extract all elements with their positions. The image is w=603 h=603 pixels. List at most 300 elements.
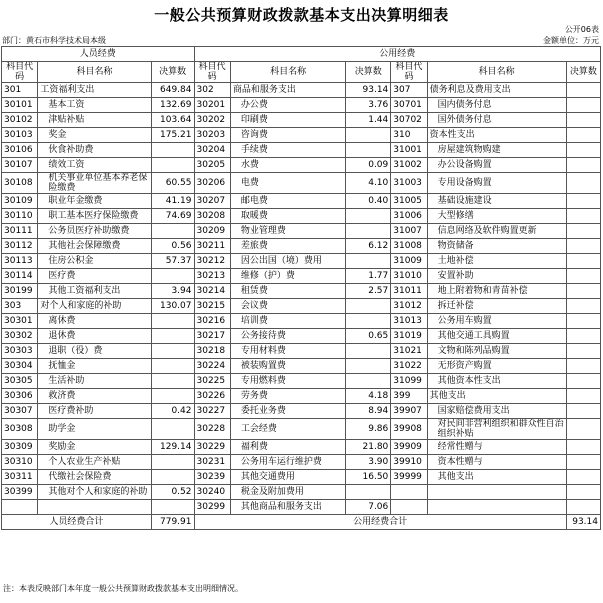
code-cell: 30304 [2, 359, 38, 374]
code-cell: 31013 [391, 314, 427, 329]
code-cell: 30201 [194, 98, 230, 113]
name-cell: 水费 [230, 158, 346, 173]
amount-cell: 74.69 [151, 209, 194, 224]
amount-cell [566, 284, 600, 299]
code-cell: 31001 [391, 143, 427, 158]
name-cell: 经常性赠与 [427, 440, 566, 455]
amount-cell [151, 269, 194, 284]
name-cell: 抚恤金 [38, 359, 151, 374]
code-cell: 30107 [2, 158, 38, 173]
amount-cell: 6.12 [346, 239, 391, 254]
amount-cell [151, 419, 194, 440]
code-cell: 399 [391, 389, 427, 404]
name-cell [427, 485, 566, 500]
amount-cell [566, 209, 600, 224]
name-cell: 因公出国（境）费用 [230, 254, 346, 269]
department-label: 部门：黄石市科学技术局本级 [2, 36, 106, 45]
amount-cell [151, 374, 194, 389]
code-cell: 30213 [194, 269, 230, 284]
name-cell: 办公设备购置 [427, 158, 566, 173]
code-cell: 30214 [194, 284, 230, 299]
code-cell [2, 500, 38, 515]
name-cell: 退职（役）费 [38, 344, 151, 359]
code-cell: 39909 [391, 440, 427, 455]
table-row [2, 344, 601, 359]
name-cell: 税金及附加费用 [230, 485, 346, 500]
name-cell: 其他对个人和家庭的补助 [38, 485, 151, 500]
name-cell: 安置补助 [427, 269, 566, 284]
amount-cell [566, 158, 600, 173]
table-row [2, 143, 601, 158]
table-row [2, 470, 601, 485]
code-header: 科目代码 [391, 62, 427, 83]
name-cell: 咨询费 [230, 128, 346, 143]
table-row [2, 113, 601, 128]
name-cell: 基础设施建设 [427, 194, 566, 209]
name-cell: 工会经费 [230, 419, 346, 440]
code-cell: 30211 [194, 239, 230, 254]
name-cell: 拆迁补偿 [427, 299, 566, 314]
table-row [2, 128, 601, 143]
code-cell: 30306 [2, 389, 38, 404]
amount-cell: 1.77 [346, 269, 391, 284]
name-cell: 津贴补贴 [38, 113, 151, 128]
code-cell: 31009 [391, 254, 427, 269]
name-cell: 医疗费补助 [38, 404, 151, 419]
code-cell: 30227 [194, 404, 230, 419]
amount-cell: 103.64 [151, 113, 194, 128]
name-cell: 会议费 [230, 299, 346, 314]
table-row [2, 440, 601, 455]
name-cell: 奖金 [38, 128, 151, 143]
name-cell: 职业年金缴费 [38, 194, 151, 209]
code-cell: 30205 [194, 158, 230, 173]
name-cell: 对个人和家庭的补助 [38, 299, 151, 314]
amount-cell [346, 224, 391, 239]
public-total-label: 公用经费合计 [194, 515, 566, 530]
code-cell: 30239 [194, 470, 230, 485]
code-cell: 30103 [2, 128, 38, 143]
name-cell: 其他资本性支出 [427, 374, 566, 389]
code-cell: 31099 [391, 374, 427, 389]
name-cell: 办公费 [230, 98, 346, 113]
code-cell: 30204 [194, 143, 230, 158]
personnel-total-value: 779.91 [151, 515, 194, 530]
code-cell: 302 [194, 83, 230, 98]
amount-cell: 3.94 [151, 284, 194, 299]
name-cell: 其他工资福利支出 [38, 284, 151, 299]
code-cell: 30206 [194, 173, 230, 194]
name-cell: 专用燃料费 [230, 374, 346, 389]
public-total-value: 93.14 [566, 515, 600, 530]
name-cell: 国外债务付息 [427, 113, 566, 128]
code-cell: 30231 [194, 455, 230, 470]
amount-unit-label: 金额单位：万元 [543, 36, 599, 45]
code-cell: 30305 [2, 374, 38, 389]
name-cell: 文物和陈列品购置 [427, 344, 566, 359]
name-cell: 公务员医疗补助缴费 [38, 224, 151, 239]
amount-cell [566, 239, 600, 254]
name-cell: 住房公积金 [38, 254, 151, 269]
amount-cell: 0.65 [346, 329, 391, 344]
name-cell: 大型修缮 [427, 209, 566, 224]
table-row [2, 83, 601, 98]
amount-cell [151, 329, 194, 344]
page-title: 一般公共预算财政拨款基本支出决算明细表 [154, 6, 449, 24]
code-cell: 30212 [194, 254, 230, 269]
name-cell: 对民间非营利组织和群众性自治组织补贴 [427, 419, 566, 440]
name-cell: 无形资产购置 [427, 359, 566, 374]
code-cell: 30228 [194, 419, 230, 440]
code-cell: 30113 [2, 254, 38, 269]
code-cell: 30218 [194, 344, 230, 359]
amount-cell [566, 299, 600, 314]
name-cell: 机关事业单位基本养老保险缴费 [38, 173, 151, 194]
code-cell: 30301 [2, 314, 38, 329]
code-cell: 30224 [194, 359, 230, 374]
amount-cell: 8.94 [346, 404, 391, 419]
amount-cell: 3.90 [346, 455, 391, 470]
amount-cell [566, 143, 600, 158]
table-row [2, 500, 601, 515]
table-row [2, 389, 601, 404]
table-row [2, 158, 601, 173]
amount-cell [566, 269, 600, 284]
code-cell: 31022 [391, 359, 427, 374]
amount-cell [566, 389, 600, 404]
table-row [2, 173, 601, 194]
name-cell: 电费 [230, 173, 346, 194]
amount-cell [566, 455, 600, 470]
public-header: 公用经费 [194, 47, 601, 62]
table-row [2, 98, 601, 113]
code-cell: 39907 [391, 404, 427, 419]
code-header: 科目代码 [194, 62, 230, 83]
code-cell: 30102 [2, 113, 38, 128]
code-cell: 30209 [194, 224, 230, 239]
table-row [2, 419, 601, 440]
amount-cell: 4.18 [346, 389, 391, 404]
amount-cell [151, 470, 194, 485]
amount-cell [151, 500, 194, 515]
code-cell: 31002 [391, 158, 427, 173]
table-row [2, 404, 601, 419]
amount-cell [151, 143, 194, 158]
amount-cell [566, 374, 600, 389]
name-cell: 物业管理费 [230, 224, 346, 239]
code-cell: 30216 [194, 314, 230, 329]
code-cell: 30701 [391, 98, 427, 113]
amount-cell [346, 143, 391, 158]
name-cell: 生活补助 [38, 374, 151, 389]
name-cell: 专用设备购置 [427, 173, 566, 194]
name-cell: 取暖费 [230, 209, 346, 224]
name-cell: 医疗费 [38, 269, 151, 284]
code-cell: 30299 [194, 500, 230, 515]
name-cell: 绩效工资 [38, 158, 151, 173]
amount-header: 决算数 [346, 62, 391, 83]
code-cell: 31019 [391, 329, 427, 344]
name-cell: 公务用车运行维护费 [230, 455, 346, 470]
code-cell [391, 485, 427, 500]
footnote: 注：本表反映部门本年度一般公共预算财政拨款基本支出明细情况。 [3, 584, 243, 593]
name-cell: 资本性赠与 [427, 455, 566, 470]
name-cell: 土地补偿 [427, 254, 566, 269]
amount-cell: 16.50 [346, 470, 391, 485]
code-cell: 30309 [2, 440, 38, 455]
amount-cell [151, 359, 194, 374]
amount-cell: 0.56 [151, 239, 194, 254]
code-cell [391, 500, 427, 515]
amount-cell: 0.52 [151, 485, 194, 500]
amount-cell [566, 500, 600, 515]
name-cell: 租赁费 [230, 284, 346, 299]
amount-cell [566, 98, 600, 113]
code-cell: 30111 [2, 224, 38, 239]
expenditure-table [1, 46, 601, 530]
name-cell: 职工基本医疗保险缴费 [38, 209, 151, 224]
code-cell: 30303 [2, 344, 38, 359]
code-cell: 39999 [391, 470, 427, 485]
code-cell: 30702 [391, 113, 427, 128]
amount-cell: 132.69 [151, 98, 194, 113]
amount-cell [346, 374, 391, 389]
name-cell: 公务用车购置 [427, 314, 566, 329]
table-row [2, 374, 601, 389]
name-cell: 被装购置费 [230, 359, 346, 374]
code-cell: 30310 [2, 455, 38, 470]
amount-cell [566, 485, 600, 500]
name-header: 科目名称 [38, 62, 151, 83]
amount-cell [151, 344, 194, 359]
amount-cell [566, 128, 600, 143]
code-cell: 30399 [2, 485, 38, 500]
name-cell: 维修（护）费 [230, 269, 346, 284]
amount-cell [566, 254, 600, 269]
amount-cell: 2.57 [346, 284, 391, 299]
code-cell: 307 [391, 83, 427, 98]
amount-cell: 9.86 [346, 419, 391, 440]
name-cell: 差旅费 [230, 239, 346, 254]
code-cell: 30225 [194, 374, 230, 389]
table-row [2, 224, 601, 239]
code-header: 科目代码 [2, 62, 38, 83]
code-cell: 31005 [391, 194, 427, 209]
form-number: 公开06表 [564, 25, 599, 34]
name-cell: 救济费 [38, 389, 151, 404]
amount-cell [151, 455, 194, 470]
amount-cell: 4.10 [346, 173, 391, 194]
table-row [2, 194, 601, 209]
code-cell: 30108 [2, 173, 38, 194]
amount-cell [566, 344, 600, 359]
amount-cell [566, 224, 600, 239]
name-cell: 地上附着物和青苗补偿 [427, 284, 566, 299]
name-cell: 福利费 [230, 440, 346, 455]
personnel-header: 人员经费 [2, 47, 195, 62]
code-cell: 31008 [391, 239, 427, 254]
table-row [2, 209, 601, 224]
table-row [2, 359, 601, 374]
name-cell: 其他交通费用 [230, 470, 346, 485]
table-row [2, 284, 601, 299]
amount-cell [151, 314, 194, 329]
code-cell: 31021 [391, 344, 427, 359]
name-cell: 国内债务付息 [427, 98, 566, 113]
amount-cell [566, 359, 600, 374]
amount-cell [346, 359, 391, 374]
name-cell: 房屋建筑物购建 [427, 143, 566, 158]
amount-cell [346, 299, 391, 314]
amount-cell: 1.44 [346, 113, 391, 128]
amount-cell [566, 329, 600, 344]
amount-cell: 0.42 [151, 404, 194, 419]
name-cell: 代缴社会保险费 [38, 470, 151, 485]
name-cell: 商品和服务支出 [230, 83, 346, 98]
amount-cell: 60.55 [151, 173, 194, 194]
code-cell: 30215 [194, 299, 230, 314]
amount-cell [566, 173, 600, 194]
amount-cell [346, 254, 391, 269]
name-cell: 基本工资 [38, 98, 151, 113]
amount-cell: 93.14 [346, 83, 391, 98]
amount-cell [566, 440, 600, 455]
name-cell: 助学金 [38, 419, 151, 440]
name-cell: 公务接待费 [230, 329, 346, 344]
name-cell [38, 500, 151, 515]
code-cell: 303 [2, 299, 38, 314]
name-cell: 专用材料费 [230, 344, 346, 359]
amount-cell [566, 404, 600, 419]
code-cell: 31011 [391, 284, 427, 299]
amount-cell [566, 83, 600, 98]
name-cell: 离休费 [38, 314, 151, 329]
amount-cell [151, 224, 194, 239]
name-cell: 委托业务费 [230, 404, 346, 419]
amount-cell [346, 485, 391, 500]
code-cell: 30112 [2, 239, 38, 254]
amount-cell [566, 419, 600, 440]
name-header: 科目名称 [427, 62, 566, 83]
name-cell: 奖励金 [38, 440, 151, 455]
code-cell: 30311 [2, 470, 38, 485]
name-cell: 培训费 [230, 314, 346, 329]
name-cell: 劳务费 [230, 389, 346, 404]
amount-cell: 129.14 [151, 440, 194, 455]
amount-cell [151, 158, 194, 173]
code-cell: 30114 [2, 269, 38, 284]
code-cell: 30240 [194, 485, 230, 500]
name-cell: 工资福利支出 [38, 83, 151, 98]
table-row [2, 299, 601, 314]
code-cell: 31006 [391, 209, 427, 224]
code-cell: 31003 [391, 173, 427, 194]
table-row [2, 329, 601, 344]
name-cell: 信息网络及软件购置更新 [427, 224, 566, 239]
table-row [2, 485, 601, 500]
code-cell: 30110 [2, 209, 38, 224]
code-cell: 30106 [2, 143, 38, 158]
code-cell: 39910 [391, 455, 427, 470]
amount-cell [346, 209, 391, 224]
name-cell: 资本性支出 [427, 128, 566, 143]
name-cell: 退休费 [38, 329, 151, 344]
amount-cell: 7.06 [346, 500, 391, 515]
personnel-total-label: 人员经费合计 [2, 515, 152, 530]
name-cell: 其他社会保障缴费 [38, 239, 151, 254]
code-cell: 30203 [194, 128, 230, 143]
amount-cell [566, 113, 600, 128]
name-cell: 印刷费 [230, 113, 346, 128]
name-cell [427, 500, 566, 515]
amount-cell [566, 314, 600, 329]
code-cell: 30101 [2, 98, 38, 113]
amount-cell [346, 314, 391, 329]
amount-cell: 130.07 [151, 299, 194, 314]
name-cell: 其他支出 [427, 470, 566, 485]
amount-cell: 0.09 [346, 158, 391, 173]
name-cell: 伙食补助费 [38, 143, 151, 158]
code-cell: 30217 [194, 329, 230, 344]
table-row [2, 254, 601, 269]
code-cell: 39908 [391, 419, 427, 440]
amount-cell: 57.37 [151, 254, 194, 269]
code-cell: 30302 [2, 329, 38, 344]
name-cell: 国家赔偿费用支出 [427, 404, 566, 419]
table-row [2, 239, 601, 254]
amount-cell [566, 194, 600, 209]
code-cell: 301 [2, 83, 38, 98]
code-cell: 30307 [2, 404, 38, 419]
code-cell: 30199 [2, 284, 38, 299]
code-cell: 310 [391, 128, 427, 143]
amount-cell [346, 128, 391, 143]
name-cell: 其他交通工具购置 [427, 329, 566, 344]
code-cell: 30229 [194, 440, 230, 455]
code-cell: 30226 [194, 389, 230, 404]
code-cell: 30109 [2, 194, 38, 209]
name-cell: 债务利息及费用支出 [427, 83, 566, 98]
table-row [2, 314, 601, 329]
amount-cell [346, 344, 391, 359]
amount-cell: 21.80 [346, 440, 391, 455]
name-cell: 其他支出 [427, 389, 566, 404]
code-cell: 31007 [391, 224, 427, 239]
name-cell: 手续费 [230, 143, 346, 158]
amount-cell: 649.84 [151, 83, 194, 98]
amount-cell: 3.76 [346, 98, 391, 113]
code-cell: 30207 [194, 194, 230, 209]
table-row [2, 269, 601, 284]
table-row [2, 455, 601, 470]
name-cell: 其他商品和服务支出 [230, 500, 346, 515]
amount-header: 决算数 [151, 62, 194, 83]
code-cell: 30202 [194, 113, 230, 128]
amount-cell: 175.21 [151, 128, 194, 143]
code-cell: 30308 [2, 419, 38, 440]
code-cell: 31012 [391, 299, 427, 314]
name-cell: 物资储备 [427, 239, 566, 254]
code-cell: 30208 [194, 209, 230, 224]
name-cell: 邮电费 [230, 194, 346, 209]
amount-header: 决算数 [566, 62, 600, 83]
name-cell: 个人农业生产补贴 [38, 455, 151, 470]
code-cell: 31010 [391, 269, 427, 284]
name-header: 科目名称 [230, 62, 346, 83]
amount-cell [566, 470, 600, 485]
amount-cell [151, 389, 194, 404]
amount-cell: 41.19 [151, 194, 194, 209]
